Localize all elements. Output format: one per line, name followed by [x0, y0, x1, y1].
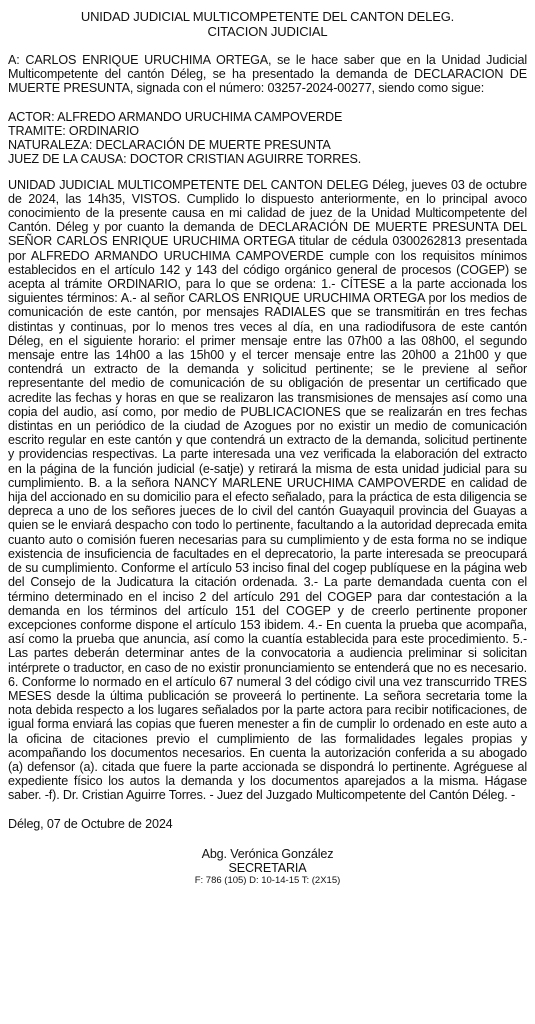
body-paragraph: UNIDAD JUDICIAL MULTICOMPETENTE DEL CANTON DELEG Déleg, jueves 03 de octubre de 2024, las 14h35, VISTOS. Cumplido lo dispuesto anteriormente, en lo principal avoco conocimiento de la presente causa en mi calidad de juez de la Unidad Multicompetente del Cantón. Déleg y por cuanto la demanda de DECLARACIÓN DE MUERTE PRESUNTA DEL SEÑOR CARLOS ENRIQUE URUCHIMA ORTEGA titular de cédula 0300262813 presentada por ALFREDO ARMANDO URUCHIMA CAMPOVERDE cumple con los requisitos mínimos establecidos en el artículo 142 y 143 del código orgánico general de procesos (COGEP) se acepta al trámite ORDINARIO, para lo que se ordena: 1.- CÍTESE a la parte accionada los siguientes términos: A.- al señor CARLOS ENRIQUE URUCHIMA ORTEGA por los medios de comunicación de este cantón, por mensajes RADIALES que se transmitirán en tres fechas distintas y continuas, por lo menos tres veces al día, en una radiodifusora de este cantón Déleg, en el siguiente horario: el primer mensaje entre las 07h00 a las 08h00, el segundo mensaje entre las 14h00 a las 15h00 y el tercer mensaje entre las 20h00 a 21h00 y que contendrá un extracto de la demanda y solicitud pertinente; se le previene al señor representante del medio de comunicación de su obligación de presentar un certificado que acredite las fechas y horas en que se realizaron las transmisiones de mensajes así como una copia del audio, así como, por medio de PUBLICACIONES que se realizarán en tres fechas distintas en un periódico de la ciudad de Azogues por no existir un medio de comunicación escrito regular en este cantón y que contendrá un extracto de la demanda, solicitud pertinente y providencias respectivas. La parte interesada una vez verificada la elaboración del extracto en la página de la función judicial (e-satje) y retirará la misma de esta unidad judicial para su cumplimiento. B. a la señora NANCY MARLENE URUCHIMA CAMPOVERDE en calidad de hija del accionado en su domicilio para el efecto señalado, para la práctica de esta diligencia se depreca a uno de los señores jueces de lo civil del cantón Guayaquil provincia del Guayas a quien se le enviará despacho con todo lo pertinente, facultando a la autoridad deprecada emita cuanto auto o comisión fueren necesarias para su cumplimiento y de esta forma no se indique existencia de insuficiencia de facultades en el deprecatorio, la parte interesada se preocupará de su cumplimiento. Conforme el artículo 53 inciso final del cogep publíquese en la página web del Consejo de la Judicatura la citación ordenada. 3.- La parte demandada cuenta con el término determinado en el inciso 2 del artículo 291 del COGEP para dar contestación a la demanda en los términos del artículo 151 del COGEP y de creerlo pertinente proponer excepciones conforme dispone el artículo 153 ibidem. 4.- En cuenta la prueba que acompaña, así como la prueba que anuncia, así como la cuantía establecida para este procedimiento. 5.- Las partes deberán determinar antes de la convocatoria a audiencia preliminar si solicitan intérprete o traductor, en caso de no existir pronunciamiento se entenderá que no es necesario. 6. Conforme lo normado en el artículo 67 numeral 3 del código civil una vez transcurrido TRES MESES desde la última publicación se proveerá lo pertinente. La señora secretaria tome la nota debida respecto a los lugares señalados por la parte actora para recibir notificaciones, de igual forma enviará las copias que fueren menester a fin de cumplir lo ordenado en este auto a la oficina de citaciones previo el cumplimiento de las formalidades legales propias y acompañando los documentos necesarios. En cuenta la autorización conferida a su abogado (a) defensor (a). citada que fuere la parte accionada se dispondrá lo pertinente. Agréguese al expediente físico los autos la demanda y los documentos aparejados a la misma. Hágase saber. -f). Dr. Cristian Aguirre Torres. - Juez del Juzgado Multicompetente del Cantón Déleg. -	[8, 177, 527, 803]
signatory-name: Abg. Verónica González	[201, 846, 334, 861]
juez-line: JUEZ DE LA CAUSA: DOCTOR CRISTIAN AGUIRRE TORRES.	[8, 151, 362, 166]
tramite-line: TRAMITE: ORDINARIO	[8, 123, 139, 138]
court-name: UNIDAD JUDICIAL MULTICOMPETENTE DEL CANTON DELEG.	[80, 9, 455, 24]
naturaleza-line: NATURALEZA: DECLARACIÓN DE MUERTE PRESUNTA	[8, 137, 331, 152]
case-details	[8, 110, 527, 166]
document-title: CITACION JUDICIAL	[207, 24, 328, 39]
document-date: Déleg, 07 de Octubre de 2024	[8, 816, 173, 831]
intro-paragraph: A: CARLOS ENRIQUE URUCHIMA ORTEGA, se le hace saber que en la Unidad Judicial Multicompetente del cantón Déleg, se ha presentado la demanda de DECLARACION DE MUERTE PRESUNTA, signada con el número: 03257-2024-00277, siendo como sigue:	[8, 53, 527, 96]
document-header	[8, 9, 527, 39]
signature-block	[8, 847, 527, 887]
publication-code: F: 786 (105) D: 10-14-15 T: (2X15)	[194, 874, 341, 886]
signatory-role: SECRETARIA	[228, 860, 307, 875]
actor-line: ACTOR: ALFREDO ARMANDO URUCHIMA CAMPOVERDE	[8, 109, 343, 124]
